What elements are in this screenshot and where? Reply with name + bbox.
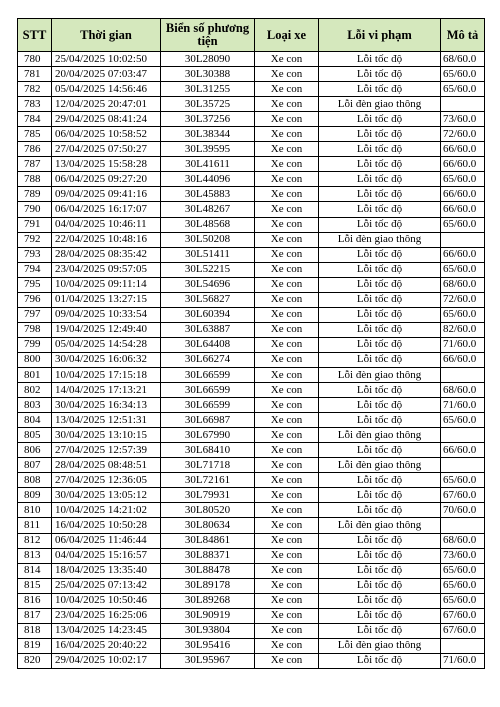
cell-plate: 30L80634 bbox=[161, 518, 255, 533]
cell-time: 06/04/2025 09:27:20 bbox=[52, 172, 161, 187]
cell-stt: 818 bbox=[18, 623, 52, 638]
cell-vehicle-type: Xe con bbox=[255, 97, 319, 112]
cell-plate: 30L66599 bbox=[161, 398, 255, 413]
cell-stt: 810 bbox=[18, 503, 52, 518]
cell-stt: 801 bbox=[18, 367, 52, 382]
table-row bbox=[18, 623, 485, 638]
cell-violation: Lỗi đèn giao thông bbox=[319, 458, 441, 473]
cell-time: 01/04/2025 13:27:15 bbox=[52, 292, 161, 307]
cell-plate: 30L68410 bbox=[161, 443, 255, 458]
cell-vehicle-type: Xe con bbox=[255, 563, 319, 578]
cell-stt: 792 bbox=[18, 232, 52, 247]
cell-description: 72/60.0 bbox=[441, 292, 485, 307]
header-stt: STT bbox=[18, 19, 52, 52]
table-row bbox=[18, 518, 485, 533]
cell-description: 73/60.0 bbox=[441, 112, 485, 127]
table-row bbox=[18, 563, 485, 578]
violation-table-container bbox=[17, 18, 484, 669]
cell-time: 27/04/2025 12:57:39 bbox=[52, 443, 161, 458]
table-row bbox=[18, 262, 485, 277]
cell-description: 67/60.0 bbox=[441, 623, 485, 638]
cell-plate: 30L71718 bbox=[161, 458, 255, 473]
table-header-row bbox=[18, 19, 485, 52]
cell-description: 71/60.0 bbox=[441, 398, 485, 413]
cell-plate: 30L39595 bbox=[161, 142, 255, 157]
cell-time: 28/04/2025 08:35:42 bbox=[52, 247, 161, 262]
cell-description: 65/60.0 bbox=[441, 413, 485, 428]
table-row bbox=[18, 638, 485, 653]
cell-violation: Lỗi tốc độ bbox=[319, 503, 441, 518]
table-row bbox=[18, 52, 485, 67]
cell-plate: 30L66599 bbox=[161, 367, 255, 382]
cell-time: 06/04/2025 16:17:07 bbox=[52, 202, 161, 217]
cell-time: 13/04/2025 15:58:28 bbox=[52, 157, 161, 172]
table-row bbox=[18, 352, 485, 367]
cell-plate: 30L41611 bbox=[161, 157, 255, 172]
cell-vehicle-type: Xe con bbox=[255, 322, 319, 337]
cell-stt: 785 bbox=[18, 127, 52, 142]
table-row bbox=[18, 82, 485, 97]
cell-violation: Lỗi tốc độ bbox=[319, 127, 441, 142]
cell-vehicle-type: Xe con bbox=[255, 503, 319, 518]
table-row bbox=[18, 157, 485, 172]
cell-stt: 809 bbox=[18, 488, 52, 503]
cell-description bbox=[441, 367, 485, 382]
cell-description: 68/60.0 bbox=[441, 277, 485, 292]
cell-description: 65/60.0 bbox=[441, 593, 485, 608]
cell-description bbox=[441, 518, 485, 533]
cell-time: 30/04/2025 13:10:15 bbox=[52, 428, 161, 443]
table-row bbox=[18, 337, 485, 352]
table-row bbox=[18, 217, 485, 232]
cell-violation: Lỗi đèn giao thông bbox=[319, 518, 441, 533]
cell-vehicle-type: Xe con bbox=[255, 67, 319, 82]
cell-description: 72/60.0 bbox=[441, 127, 485, 142]
table-row bbox=[18, 112, 485, 127]
cell-time: 28/04/2025 08:48:51 bbox=[52, 458, 161, 473]
cell-description bbox=[441, 428, 485, 443]
cell-stt: 812 bbox=[18, 533, 52, 548]
cell-violation: Lỗi đèn giao thông bbox=[319, 232, 441, 247]
cell-stt: 784 bbox=[18, 112, 52, 127]
table-row bbox=[18, 443, 485, 458]
header-vehicle-type: Loại xe bbox=[255, 19, 319, 52]
cell-violation: Lỗi tốc độ bbox=[319, 247, 441, 262]
cell-vehicle-type: Xe con bbox=[255, 127, 319, 142]
cell-stt: 796 bbox=[18, 292, 52, 307]
table-row bbox=[18, 653, 485, 668]
cell-stt: 820 bbox=[18, 653, 52, 668]
cell-time: 10/04/2025 10:50:46 bbox=[52, 593, 161, 608]
cell-description: 73/60.0 bbox=[441, 548, 485, 563]
table-row bbox=[18, 202, 485, 217]
table-row bbox=[18, 142, 485, 157]
table-row bbox=[18, 608, 485, 623]
cell-description: 66/60.0 bbox=[441, 142, 485, 157]
cell-vehicle-type: Xe con bbox=[255, 217, 319, 232]
cell-stt: 787 bbox=[18, 157, 52, 172]
cell-time: 23/04/2025 16:25:06 bbox=[52, 608, 161, 623]
cell-time: 12/04/2025 20:47:01 bbox=[52, 97, 161, 112]
cell-vehicle-type: Xe con bbox=[255, 383, 319, 398]
cell-stt: 806 bbox=[18, 443, 52, 458]
cell-vehicle-type: Xe con bbox=[255, 352, 319, 367]
cell-plate: 30L84861 bbox=[161, 533, 255, 548]
cell-vehicle-type: Xe con bbox=[255, 307, 319, 322]
cell-violation: Lỗi tốc độ bbox=[319, 337, 441, 352]
header-description: Mô tả bbox=[441, 19, 485, 52]
cell-time: 09/04/2025 10:33:54 bbox=[52, 307, 161, 322]
cell-time: 16/04/2025 10:50:28 bbox=[52, 518, 161, 533]
table-row bbox=[18, 398, 485, 413]
cell-plate: 30L56827 bbox=[161, 292, 255, 307]
cell-time: 20/04/2025 07:03:47 bbox=[52, 67, 161, 82]
table-row bbox=[18, 367, 485, 382]
cell-violation: Lỗi tốc độ bbox=[319, 383, 441, 398]
cell-time: 18/04/2025 13:35:40 bbox=[52, 563, 161, 578]
cell-vehicle-type: Xe con bbox=[255, 172, 319, 187]
table-row bbox=[18, 292, 485, 307]
table-row bbox=[18, 127, 485, 142]
cell-time: 14/04/2025 17:13:21 bbox=[52, 383, 161, 398]
cell-vehicle-type: Xe con bbox=[255, 232, 319, 247]
cell-violation: Lỗi tốc độ bbox=[319, 277, 441, 292]
cell-violation: Lỗi tốc độ bbox=[319, 548, 441, 563]
table-row bbox=[18, 503, 485, 518]
cell-stt: 797 bbox=[18, 307, 52, 322]
cell-description: 67/60.0 bbox=[441, 608, 485, 623]
cell-description: 68/60.0 bbox=[441, 52, 485, 67]
cell-vehicle-type: Xe con bbox=[255, 367, 319, 382]
cell-plate: 30L88371 bbox=[161, 548, 255, 563]
cell-time: 22/04/2025 10:48:16 bbox=[52, 232, 161, 247]
cell-vehicle-type: Xe con bbox=[255, 142, 319, 157]
cell-vehicle-type: Xe con bbox=[255, 548, 319, 563]
cell-stt: 813 bbox=[18, 548, 52, 563]
cell-time: 30/04/2025 13:05:12 bbox=[52, 488, 161, 503]
table-row bbox=[18, 428, 485, 443]
cell-time: 10/04/2025 17:15:18 bbox=[52, 367, 161, 382]
cell-stt: 790 bbox=[18, 202, 52, 217]
cell-violation: Lỗi tốc độ bbox=[319, 533, 441, 548]
cell-description: 68/60.0 bbox=[441, 533, 485, 548]
cell-violation: Lỗi tốc độ bbox=[319, 142, 441, 157]
cell-time: 25/04/2025 10:02:50 bbox=[52, 52, 161, 67]
cell-description: 65/60.0 bbox=[441, 307, 485, 322]
cell-time: 23/04/2025 09:57:05 bbox=[52, 262, 161, 277]
cell-time: 13/04/2025 14:23:45 bbox=[52, 623, 161, 638]
cell-time: 25/04/2025 07:13:42 bbox=[52, 578, 161, 593]
cell-time: 29/04/2025 10:02:17 bbox=[52, 653, 161, 668]
cell-vehicle-type: Xe con bbox=[255, 443, 319, 458]
cell-vehicle-type: Xe con bbox=[255, 277, 319, 292]
table-row bbox=[18, 307, 485, 322]
cell-description: 66/60.0 bbox=[441, 247, 485, 262]
cell-violation: Lỗi tốc độ bbox=[319, 202, 441, 217]
cell-plate: 30L52215 bbox=[161, 262, 255, 277]
cell-stt: 802 bbox=[18, 383, 52, 398]
cell-stt: 786 bbox=[18, 142, 52, 157]
cell-plate: 30L60394 bbox=[161, 307, 255, 322]
cell-violation: Lỗi tốc độ bbox=[319, 67, 441, 82]
cell-plate: 30L95416 bbox=[161, 638, 255, 653]
cell-violation: Lỗi tốc độ bbox=[319, 322, 441, 337]
cell-vehicle-type: Xe con bbox=[255, 202, 319, 217]
cell-vehicle-type: Xe con bbox=[255, 488, 319, 503]
cell-plate: 30L66274 bbox=[161, 352, 255, 367]
cell-violation: Lỗi tốc độ bbox=[319, 563, 441, 578]
cell-stt: 789 bbox=[18, 187, 52, 202]
table-row bbox=[18, 593, 485, 608]
table-row bbox=[18, 67, 485, 82]
cell-vehicle-type: Xe con bbox=[255, 112, 319, 127]
cell-plate: 30L67990 bbox=[161, 428, 255, 443]
cell-description: 68/60.0 bbox=[441, 383, 485, 398]
cell-violation: Lỗi tốc độ bbox=[319, 157, 441, 172]
cell-violation: Lỗi tốc độ bbox=[319, 217, 441, 232]
cell-violation: Lỗi tốc độ bbox=[319, 352, 441, 367]
header-violation: Lỗi vi phạm bbox=[319, 19, 441, 52]
cell-violation: Lỗi tốc độ bbox=[319, 578, 441, 593]
cell-stt: 807 bbox=[18, 458, 52, 473]
cell-plate: 30L90919 bbox=[161, 608, 255, 623]
cell-plate: 30L93804 bbox=[161, 623, 255, 638]
cell-plate: 30L48267 bbox=[161, 202, 255, 217]
cell-plate: 30L79931 bbox=[161, 488, 255, 503]
cell-violation: Lỗi tốc độ bbox=[319, 292, 441, 307]
table-row bbox=[18, 473, 485, 488]
cell-plate: 30L66987 bbox=[161, 413, 255, 428]
cell-description: 65/60.0 bbox=[441, 578, 485, 593]
cell-violation: Lỗi đèn giao thông bbox=[319, 97, 441, 112]
cell-plate: 30L51411 bbox=[161, 247, 255, 262]
cell-plate: 30L38344 bbox=[161, 127, 255, 142]
table-row bbox=[18, 187, 485, 202]
table-row bbox=[18, 488, 485, 503]
table-row bbox=[18, 413, 485, 428]
table-row bbox=[18, 172, 485, 187]
cell-vehicle-type: Xe con bbox=[255, 413, 319, 428]
cell-stt: 781 bbox=[18, 67, 52, 82]
cell-vehicle-type: Xe con bbox=[255, 337, 319, 352]
cell-stt: 814 bbox=[18, 563, 52, 578]
cell-violation: Lỗi tốc độ bbox=[319, 653, 441, 668]
cell-vehicle-type: Xe con bbox=[255, 52, 319, 67]
cell-description: 65/60.0 bbox=[441, 172, 485, 187]
table-row bbox=[18, 277, 485, 292]
cell-description: 66/60.0 bbox=[441, 157, 485, 172]
cell-time: 19/04/2025 12:49:40 bbox=[52, 322, 161, 337]
cell-description: 66/60.0 bbox=[441, 187, 485, 202]
cell-plate: 30L66599 bbox=[161, 383, 255, 398]
cell-time: 30/04/2025 16:34:13 bbox=[52, 398, 161, 413]
cell-violation: Lỗi tốc độ bbox=[319, 413, 441, 428]
cell-violation: Lỗi tốc độ bbox=[319, 82, 441, 97]
cell-plate: 30L28090 bbox=[161, 52, 255, 67]
cell-plate: 30L63887 bbox=[161, 322, 255, 337]
cell-time: 09/04/2025 09:41:16 bbox=[52, 187, 161, 202]
cell-violation: Lỗi tốc độ bbox=[319, 488, 441, 503]
cell-stt: 794 bbox=[18, 262, 52, 277]
cell-description: 70/60.0 bbox=[441, 503, 485, 518]
cell-vehicle-type: Xe con bbox=[255, 638, 319, 653]
cell-stt: 780 bbox=[18, 52, 52, 67]
cell-plate: 30L44096 bbox=[161, 172, 255, 187]
cell-vehicle-type: Xe con bbox=[255, 623, 319, 638]
cell-stt: 793 bbox=[18, 247, 52, 262]
cell-plate: 30L89268 bbox=[161, 593, 255, 608]
cell-time: 13/04/2025 12:51:31 bbox=[52, 413, 161, 428]
cell-vehicle-type: Xe con bbox=[255, 292, 319, 307]
cell-description: 66/60.0 bbox=[441, 202, 485, 217]
header-time: Thời gian bbox=[52, 19, 161, 52]
cell-description bbox=[441, 232, 485, 247]
cell-vehicle-type: Xe con bbox=[255, 458, 319, 473]
cell-violation: Lỗi tốc độ bbox=[319, 608, 441, 623]
table-row bbox=[18, 322, 485, 337]
table-row bbox=[18, 247, 485, 262]
cell-stt: 811 bbox=[18, 518, 52, 533]
cell-time: 29/04/2025 08:41:24 bbox=[52, 112, 161, 127]
table-body bbox=[18, 52, 485, 669]
cell-vehicle-type: Xe con bbox=[255, 187, 319, 202]
cell-description: 71/60.0 bbox=[441, 653, 485, 668]
table-row bbox=[18, 383, 485, 398]
cell-violation: Lỗi đèn giao thông bbox=[319, 428, 441, 443]
cell-plate: 30L89178 bbox=[161, 578, 255, 593]
cell-vehicle-type: Xe con bbox=[255, 653, 319, 668]
cell-description: 65/60.0 bbox=[441, 563, 485, 578]
cell-violation: Lỗi tốc độ bbox=[319, 473, 441, 488]
cell-violation: Lỗi tốc độ bbox=[319, 187, 441, 202]
cell-stt: 798 bbox=[18, 322, 52, 337]
cell-stt: 819 bbox=[18, 638, 52, 653]
cell-stt: 804 bbox=[18, 413, 52, 428]
cell-stt: 816 bbox=[18, 593, 52, 608]
cell-description: 65/60.0 bbox=[441, 473, 485, 488]
table-row bbox=[18, 533, 485, 548]
header-plate: Biển số phương tiện bbox=[161, 19, 255, 52]
cell-time: 10/04/2025 14:21:02 bbox=[52, 503, 161, 518]
cell-description bbox=[441, 638, 485, 653]
cell-description: 71/60.0 bbox=[441, 337, 485, 352]
cell-plate: 30L45883 bbox=[161, 187, 255, 202]
cell-description: 82/60.0 bbox=[441, 322, 485, 337]
cell-stt: 788 bbox=[18, 172, 52, 187]
cell-plate: 30L72161 bbox=[161, 473, 255, 488]
cell-time: 30/04/2025 16:06:32 bbox=[52, 352, 161, 367]
cell-plate: 30L95967 bbox=[161, 653, 255, 668]
cell-vehicle-type: Xe con bbox=[255, 82, 319, 97]
cell-plate: 30L30388 bbox=[161, 67, 255, 82]
table-row bbox=[18, 458, 485, 473]
cell-description: 65/60.0 bbox=[441, 217, 485, 232]
cell-plate: 30L37256 bbox=[161, 112, 255, 127]
cell-plate: 30L35725 bbox=[161, 97, 255, 112]
cell-description bbox=[441, 458, 485, 473]
cell-stt: 808 bbox=[18, 473, 52, 488]
cell-vehicle-type: Xe con bbox=[255, 518, 319, 533]
cell-stt: 815 bbox=[18, 578, 52, 593]
cell-violation: Lỗi tốc độ bbox=[319, 307, 441, 322]
cell-description: 65/60.0 bbox=[441, 262, 485, 277]
cell-stt: 795 bbox=[18, 277, 52, 292]
cell-time: 27/04/2025 12:36:05 bbox=[52, 473, 161, 488]
cell-time: 06/04/2025 10:58:52 bbox=[52, 127, 161, 142]
cell-plate: 30L50208 bbox=[161, 232, 255, 247]
cell-description: 66/60.0 bbox=[441, 352, 485, 367]
table-row bbox=[18, 578, 485, 593]
cell-stt: 782 bbox=[18, 82, 52, 97]
table-row bbox=[18, 232, 485, 247]
cell-stt: 803 bbox=[18, 398, 52, 413]
cell-time: 10/04/2025 09:11:14 bbox=[52, 277, 161, 292]
cell-vehicle-type: Xe con bbox=[255, 247, 319, 262]
cell-violation: Lỗi tốc độ bbox=[319, 262, 441, 277]
cell-vehicle-type: Xe con bbox=[255, 533, 319, 548]
cell-stt: 817 bbox=[18, 608, 52, 623]
cell-violation: Lỗi tốc độ bbox=[319, 172, 441, 187]
cell-description: 66/60.0 bbox=[441, 443, 485, 458]
cell-vehicle-type: Xe con bbox=[255, 473, 319, 488]
cell-time: 06/04/2025 11:46:44 bbox=[52, 533, 161, 548]
cell-time: 04/04/2025 15:16:57 bbox=[52, 548, 161, 563]
cell-violation: Lỗi tốc độ bbox=[319, 443, 441, 458]
cell-violation: Lỗi tốc độ bbox=[319, 52, 441, 67]
cell-violation: Lỗi đèn giao thông bbox=[319, 367, 441, 382]
cell-description: 67/60.0 bbox=[441, 488, 485, 503]
table-row bbox=[18, 97, 485, 112]
cell-violation: Lỗi tốc độ bbox=[319, 112, 441, 127]
violation-table bbox=[17, 18, 485, 669]
cell-vehicle-type: Xe con bbox=[255, 428, 319, 443]
cell-stt: 791 bbox=[18, 217, 52, 232]
cell-time: 27/04/2025 07:50:27 bbox=[52, 142, 161, 157]
cell-vehicle-type: Xe con bbox=[255, 578, 319, 593]
cell-violation: Lỗi tốc độ bbox=[319, 623, 441, 638]
cell-violation: Lỗi tốc độ bbox=[319, 593, 441, 608]
cell-violation: Lỗi đèn giao thông bbox=[319, 638, 441, 653]
cell-stt: 805 bbox=[18, 428, 52, 443]
cell-plate: 30L88478 bbox=[161, 563, 255, 578]
cell-time: 04/04/2025 10:46:11 bbox=[52, 217, 161, 232]
cell-plate: 30L48568 bbox=[161, 217, 255, 232]
cell-stt: 783 bbox=[18, 97, 52, 112]
cell-time: 16/04/2025 20:40:22 bbox=[52, 638, 161, 653]
cell-description: 65/60.0 bbox=[441, 67, 485, 82]
cell-time: 05/04/2025 14:54:28 bbox=[52, 337, 161, 352]
cell-description bbox=[441, 97, 485, 112]
cell-plate: 30L64408 bbox=[161, 337, 255, 352]
cell-plate: 30L54696 bbox=[161, 277, 255, 292]
cell-vehicle-type: Xe con bbox=[255, 157, 319, 172]
table-row bbox=[18, 548, 485, 563]
cell-plate: 30L80520 bbox=[161, 503, 255, 518]
cell-stt: 799 bbox=[18, 337, 52, 352]
cell-vehicle-type: Xe con bbox=[255, 593, 319, 608]
cell-plate: 30L31255 bbox=[161, 82, 255, 97]
cell-time: 05/04/2025 14:56:46 bbox=[52, 82, 161, 97]
cell-vehicle-type: Xe con bbox=[255, 398, 319, 413]
cell-description: 65/60.0 bbox=[441, 82, 485, 97]
cell-stt: 800 bbox=[18, 352, 52, 367]
cell-violation: Lỗi tốc độ bbox=[319, 398, 441, 413]
cell-vehicle-type: Xe con bbox=[255, 608, 319, 623]
cell-vehicle-type: Xe con bbox=[255, 262, 319, 277]
